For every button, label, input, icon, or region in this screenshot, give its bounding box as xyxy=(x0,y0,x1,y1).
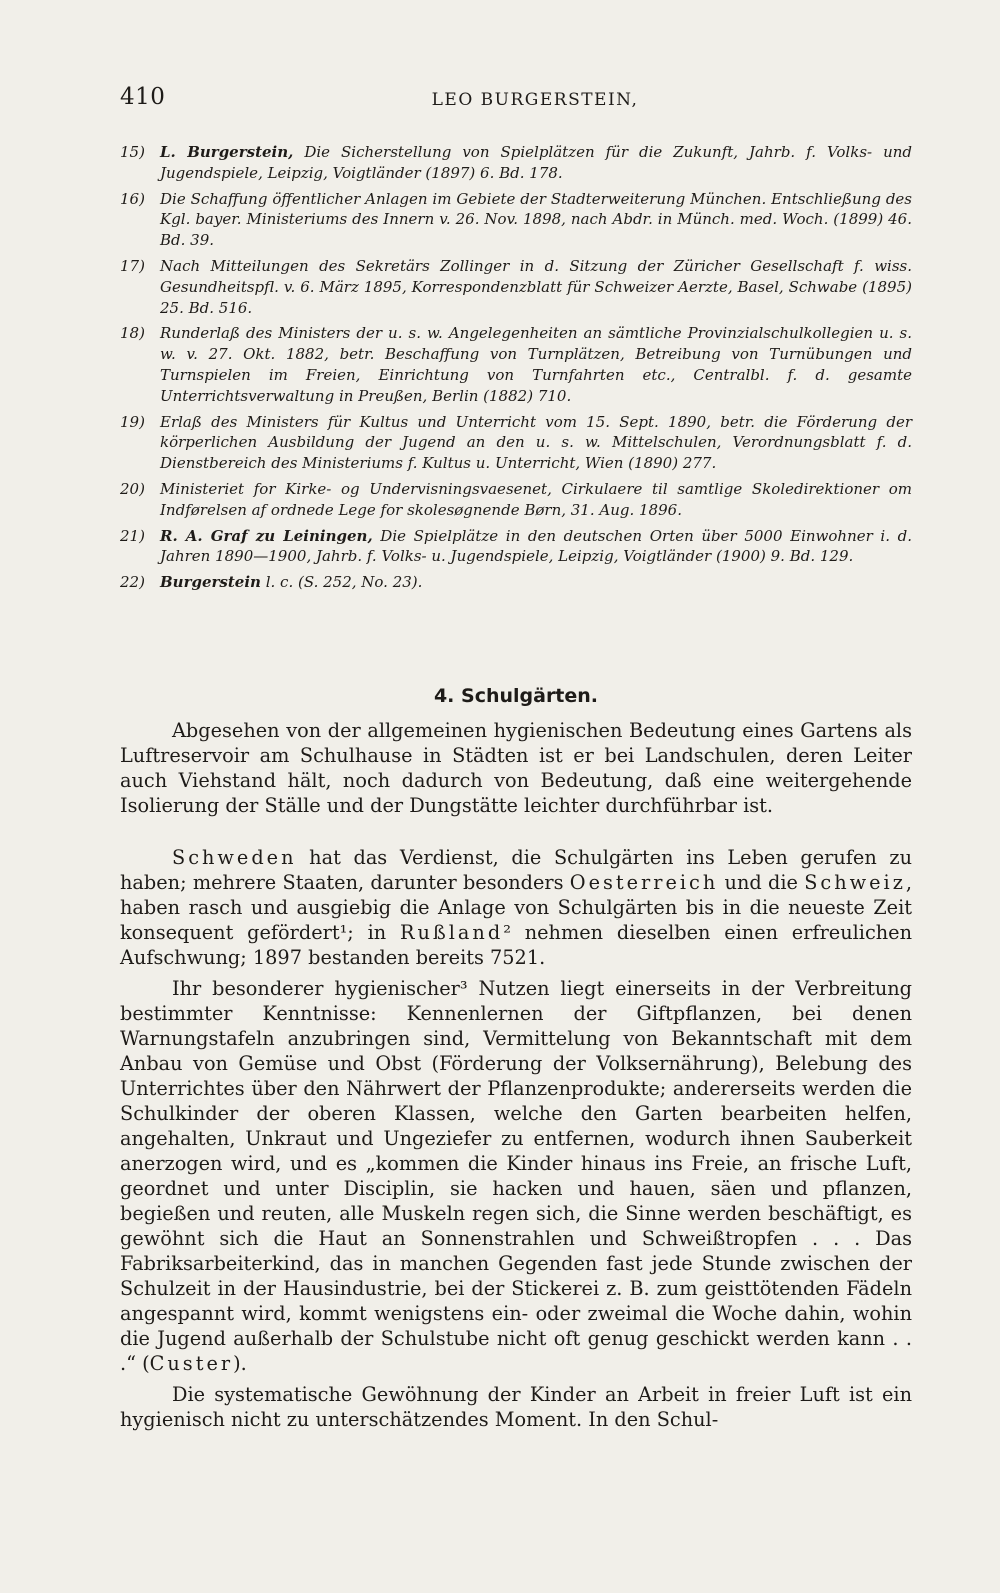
page-header xyxy=(120,84,910,120)
paragraph-run: , haben rasch und ausgiebig die Anlage von Schulgärten bis in die neueste Zeit konsequent gefördert¹; in xyxy=(120,871,912,944)
footnote-text: Erlaß des Ministers für Kultus und Unterricht vom 15. Sept. 1890, betr. die Förderung der körperlichen Ausbildung der Jugend an den u. s. w. Mittelschulen, Verordnungsblatt f. d. Dienstbereich des Ministeriums f. Kultus u. Unterricht, Wien (1890) 277. xyxy=(160,412,912,473)
section-heading: 4. Schulgärten. xyxy=(433,685,599,707)
footnote-number: 16) xyxy=(120,189,145,208)
paragraph: Abgesehen von der allgemeinen hygienischen Bedeutung eines Gartens als Luftreservoir am Schulhause in Städten ist er bei Landschulen, deren Leiter auch Viehstand hält, noch dadurch von Bedeutung, daß eine weitergehende Isolierung der Ställe und der Dungstätte leichter durchführbar ist. xyxy=(120,719,912,817)
paragraph: Die systematische Gewöhnung der Kinder an Arbeit in freier Luft ist ein hygienisch nicht zu unterschätzendes Moment. In den Schul- xyxy=(120,1383,912,1431)
footnote-text: l. c. (S. 252, No. 23). xyxy=(260,573,423,592)
footnote-item xyxy=(120,526,912,568)
paragraph xyxy=(120,845,912,970)
running-head: LEO BURGERSTEIN, xyxy=(431,90,639,110)
footnote-item xyxy=(120,142,912,184)
footnote-item xyxy=(120,479,912,521)
footnote-list xyxy=(120,142,912,598)
footnote-item xyxy=(120,572,912,593)
spaced-name: Schweden xyxy=(172,846,297,869)
body-text xyxy=(120,718,912,1432)
footnote-number: 17) xyxy=(120,256,145,275)
paragraph-run: Ihr besonderer hygienischer³ Nutzen liegt einerseits in der Verbreitung bestimmter Kenntnisse: Kennenlernen der Giftpflanzen, bei denen Warnungstafeln anzubringen sind, Vermittelung von Bekanntschaft mit dem Anbau von Gemüse und Obst (Förderung der Volksernährung), Belebung des Unterrichtes über den Nährwert der Pflanzenprodukte; andererseits werden die Schulkinder der oberen Klassen, welche den Garten bearbeiten helfen, angehalten, Unkraut und Ungeziefer zu entfernen, wodurch ihnen Sauberkeit anerzogen wird, und es „kommen die Kinder hinaus ins Freie, an frische Luft, geordnet und unter Disciplin, sie hacken und hauen, säen und pflanzen, begießen und reuten, alle Muskeln regen sich, die Sinne werden beschäftigt, es gewöhnt sich die Haut an Sonnenstrahlen und Schweißtropfen . . . Das Fabriksarbeiterkind, das in manchen Gegenden fast jede Stunde zwischen der Schulzeit in der Hausindustrie, bei der Stickerei z. B. zum geisttötenden Fädeln angespannt wird, kommt wenigstens ein- oder zweimal die Woche dahin, wohin die Jugend außerhalb der Schulstube nicht oft genug geschickt werden kann . . .“ ( xyxy=(120,977,912,1375)
footnote-item xyxy=(120,323,912,406)
footnote-number: 20) xyxy=(120,479,145,498)
page-number: 410 xyxy=(120,84,166,110)
footnote-number: 21) xyxy=(120,526,145,545)
spaced-name: Oesterreich xyxy=(569,871,719,894)
footnote-number: 19) xyxy=(120,412,145,431)
spaced-name: Schweiz xyxy=(804,871,906,894)
paragraph-run: ). xyxy=(233,1352,247,1375)
paragraph-run: und die xyxy=(718,871,805,894)
footnote-number: 22) xyxy=(120,573,145,592)
spaced-name: Custer xyxy=(149,1352,234,1375)
footnote-text: Die Schaffung öffentlicher Anlagen im Gebiete der Stadterweiterung München. Entschließung des Kgl. bayer. Ministeriums des Innern v. 26. Nov. 1898, nach Abdr. in Münch. med. Woch. (1899) 46. Bd. 39. xyxy=(160,189,912,250)
footnote-item xyxy=(120,189,912,251)
footnote-item xyxy=(120,412,912,474)
paragraph xyxy=(120,976,912,1376)
footnote-text: Nach Mitteilungen des Sekretärs Zollinger in d. Sitzung der Züricher Gesellschaft f. wiss. Gesundheitspfl. v. 6. März 1895, Korrespondenzblatt für Schweizer Aerzte, Basel, Schwabe (1895) 25. Bd. 516. xyxy=(160,256,912,317)
footnote-text: Runderlaß des Ministers der u. s. w. Angelegenheiten an sämtliche Provinzialschulkollegien u. s. w. v. 27. Okt. 1882, betr. Beschaffung von Turnplätzen, Betreibung von Turnübungen und Turnspielen im Freien, Einrichtung von Turnfahrten etc., Centralbl. f. d. gesamte Unterrichtsverwaltung in Preußen, Berlin (1882) 710. xyxy=(160,324,912,405)
paragraph-run: ² nehmen dieselben einen erfreulichen Aufschwung; 1897 bestanden bereits 7521. xyxy=(120,921,912,969)
footnote-author: L. Burgerstein, xyxy=(160,143,294,161)
footnote-text: Ministeriet for Kirke- og Undervisningsvaesenet, Cirkulaere til samtlige Skoledirektioner om Indførelsen af ordnede Lege for skolesøgnende Børn, 31. Aug. 1896. xyxy=(160,479,912,519)
footnote-number: 15) xyxy=(120,143,145,161)
footnote-item xyxy=(120,256,912,318)
footnote-author: Burgerstein xyxy=(160,573,261,592)
footnote-text: Die Sicherstellung von Spielplätzen für die Zukunft, Jahrb. f. Volks- und Jugendspiele, Leipzig, Voigtländer (1897) 6. Bd. 178. xyxy=(160,143,912,182)
footnote-text: Die Spielplätze in den deutschen Orten über 5000 Einwohner i. d. Jahren 1890—1900, Jahrb. f. Volks- u. Jugendspiele, Leipzig, Voigtländer (1900) 9. Bd. 129. xyxy=(160,526,912,566)
paragraph-run: hat das Verdienst, die Schulgärten ins Leben gerufen zu haben; mehrere Staaten, darunter besonders xyxy=(120,846,912,894)
footnote-number: 18) xyxy=(120,324,145,343)
footnote-author: R. A. Graf zu Leiningen, xyxy=(160,526,373,545)
spaced-name: Rußland xyxy=(399,921,504,944)
